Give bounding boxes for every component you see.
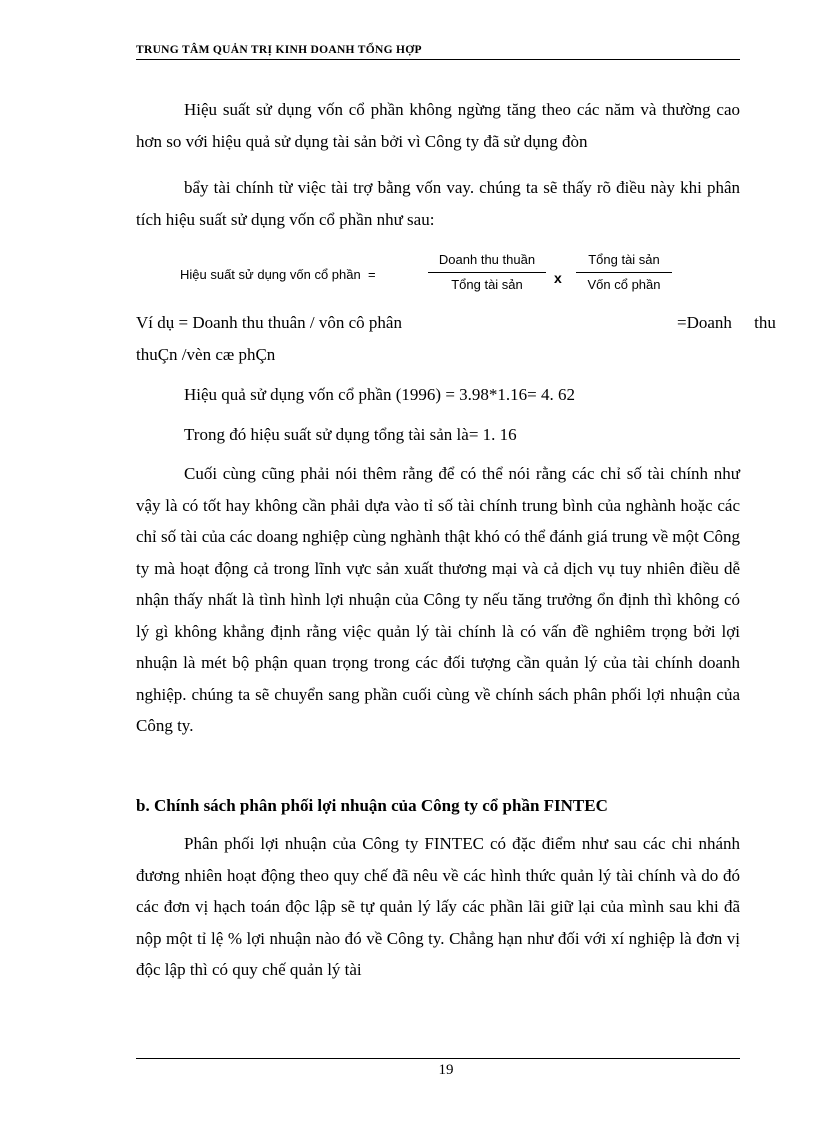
page-header: TRUNG TÂM QUẢN TRỊ KINH DOANH TỔNG HỢP (136, 44, 740, 60)
formula-lhs: Hiệu suất sử dụng vốn cổ phần = (180, 267, 376, 282)
fraction-denominator: Vốn cổ phần (587, 277, 661, 292)
paragraph-1: Hiệu suất sử dụng vốn cổ phần không ngừng tăng theo các năm và thường cao hơn so với hiệu quả sử dụng tài sản bởi vì Công ty đã sử dụng đòn (136, 100, 740, 151)
paragraph-2: bẩy tài chính từ việc tài trợ bằng vốn vay. chúng ta sẽ thấy rõ điều này khi phân tích hiệu suất sử dụng vốn cổ phần như sau: (136, 178, 740, 229)
formula (180, 252, 680, 304)
page-number: 19 (438, 1062, 454, 1078)
fraction-assets-over-equity (576, 252, 672, 292)
calculation-line: Hiệu quả sử dụng vốn cổ phần (1996) = 3.98*1.16= 4. 62 (184, 385, 576, 404)
fraction-revenue-over-assets (428, 252, 546, 292)
asset-efficiency-line: Trong đó hiệu suất sử dụng tổng tài sản là= 1. 16 (184, 425, 517, 444)
fraction-numerator: Tổng tài sản (576, 252, 672, 273)
multiply-sign: x (554, 270, 562, 286)
example-line-right: =Doanh thu (677, 313, 776, 332)
fraction-denominator: Tổng tài sản (451, 277, 523, 292)
footer-divider (136, 1058, 740, 1059)
section-heading: b. Chính sách phân phối lợi nhuận của Công ty cổ phần FINTEC (136, 796, 608, 815)
garbled-line: thuÇn /vèn cæ phÇn (136, 345, 276, 364)
example-line: Ví dụ = Doanh thu thuân / vôn cô phân (136, 313, 402, 332)
fraction-numerator: Doanh thu thuần (428, 252, 546, 273)
paragraph-3: Cuối cùng cũng phải nói thêm rằng để có thể nói rằng các chỉ số tài chính như vậy là có tốt hay không cần phải dựa vào tỉ số tài chính trung bình của nghành hoặc các chỉ số tài của các doang nghiệp cùng nghành thật khó có thể đánh giá trung về một Công ty mà hoạt động cả trong lĩnh vực sản xuất thương mại và cả dịch vụ tuy nhiên điều dễ nhận thấy nhất là tình hình lợi nhuận của Công ty nếu tăng trưởng ổn định thì không có lý gì không khẳng định rằng việc quản lý tài chính là có vấn đề nghiêm trọng bởi lợi nhuận là mét bộ phận quan trọng trong các đối tượng cần quản lý của tài chính doanh nghiệp. chúng ta sẽ chuyển sang phần cuối cùng về chính sách phân phối lợi nhuận của Công ty. (136, 464, 740, 735)
paragraph-4: Phân phối lợi nhuận của Công ty FINTEC có đặc điểm như sau các chi nhánh đương nhiên hoạt động theo quy chế đã nêu về các hình thức quản lý tài chính và do đó các đơn vị hạch toán độc lập sẽ tự quản lý lấy các phần lãi giữ lại của mình sau khi đã nộp một tỉ lệ % lợi nhuận nào đó về Công ty. Chẳng hạn như đối với xí nghiệp là đơn vị độc lập thì có quy chế quản lý tài (136, 834, 740, 979)
